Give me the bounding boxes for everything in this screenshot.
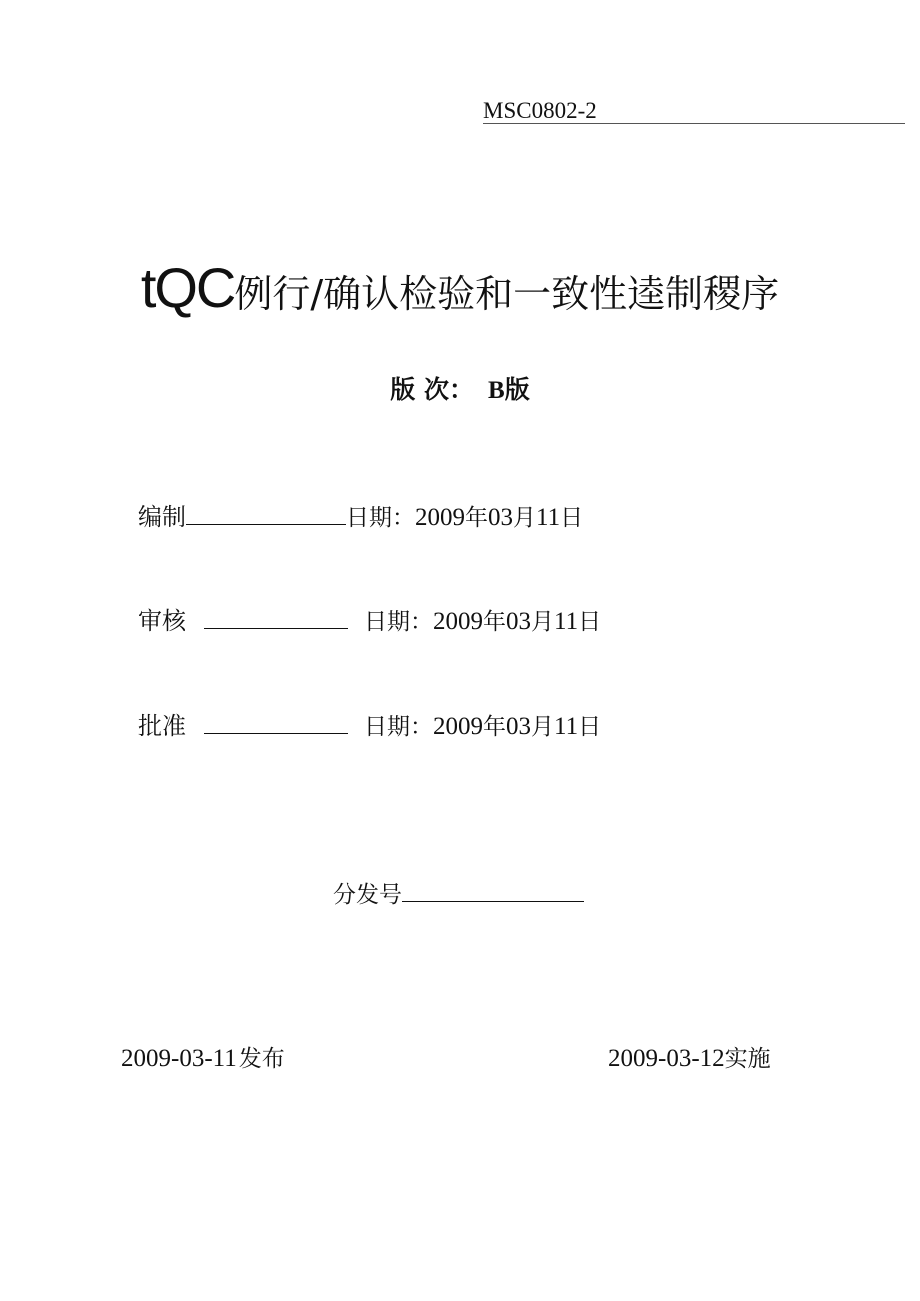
date-year: 2009: [433, 608, 483, 635]
date-day-unit: 日: [578, 609, 602, 635]
date-year-unit: 年: [483, 609, 506, 635]
signature-blank-line[interactable]: [186, 498, 346, 525]
date-day: 11: [554, 608, 579, 635]
date-day-unit: 日: [578, 714, 602, 740]
signature-date: [364, 609, 601, 635]
title-prefix: tQC: [140, 256, 235, 319]
date-year-unit: 年: [483, 714, 506, 740]
signature-label: 批准: [138, 712, 186, 740]
distribution-label: 分发号: [333, 882, 402, 908]
issue-date-value: 2009-03-11: [121, 1045, 237, 1072]
date-year: 2009: [415, 504, 465, 531]
document-title: [0, 252, 920, 338]
date-year: 2009: [433, 713, 483, 740]
date-label: 日期：: [364, 609, 433, 635]
date-day: 11: [554, 713, 579, 740]
signature-label: 编制: [138, 503, 186, 531]
version-line: [0, 374, 920, 407]
distribution-number: [333, 875, 584, 911]
distribution-blank-line[interactable]: [402, 875, 584, 902]
date-day: 11: [536, 504, 561, 531]
effective-date-word: 实施: [724, 1046, 771, 1072]
signature-blank-line[interactable]: [204, 707, 348, 734]
date-month-unit: 月: [531, 714, 554, 740]
version-label: 版 次：: [390, 375, 474, 404]
document-code: MSC0802-2: [483, 98, 597, 123]
effective-date: [608, 1042, 771, 1075]
date-month-unit: 月: [531, 609, 554, 635]
signature-date: [346, 505, 583, 531]
date-year-unit: 年: [465, 505, 488, 531]
date-label: 日期：: [364, 714, 433, 740]
title-text: 例行/确认检验和一致性逵制稷序: [234, 272, 780, 316]
date-month: 03: [506, 713, 531, 740]
date-month-unit: 月: [513, 505, 536, 531]
signature-blank-line[interactable]: [204, 602, 348, 629]
signature-row-reviewed: [138, 602, 601, 636]
signature-date: [364, 714, 601, 740]
effective-date-value: 2009-03-12: [608, 1045, 725, 1072]
signature-label: 审核: [138, 607, 186, 635]
date-month: 03: [506, 608, 531, 635]
version-suffix: 版: [504, 375, 530, 404]
signature-row-approved: [138, 707, 601, 741]
version-letter: B: [488, 377, 505, 404]
date-label: 日期：: [346, 505, 415, 531]
issue-date: [121, 1042, 285, 1075]
date-month: 03: [488, 504, 513, 531]
signature-row-compiled: [138, 498, 583, 532]
date-day-unit: 日: [560, 505, 584, 531]
issue-date-word: 发布: [238, 1046, 285, 1072]
header-rule: [483, 123, 905, 124]
